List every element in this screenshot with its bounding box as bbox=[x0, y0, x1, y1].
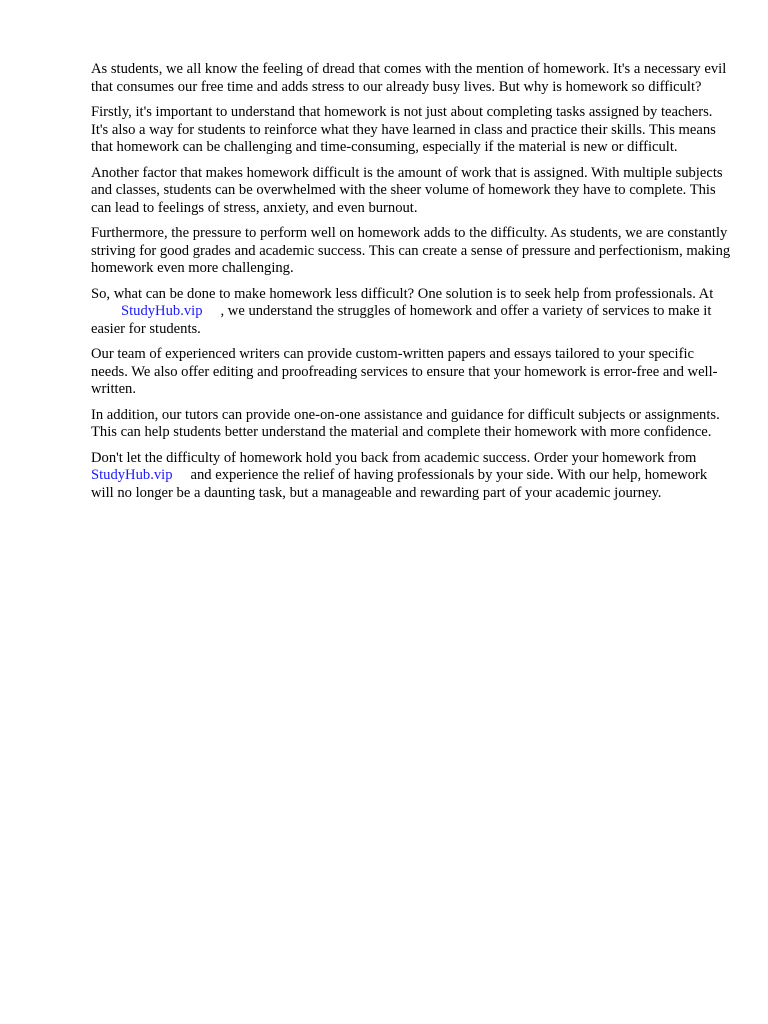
paragraph-writers: Our team of experienced writers can provide custom-written papers and essays tailored to your specific needs. We also offer editing and proofreading services to ensure that your homework is error-free and well-written. bbox=[91, 346, 718, 397]
paragraph-another-factor: Another factor that makes homework difficult is the amount of work that is assigned. With multiple subjects and classes, students can be overwhelmed with the sheer volume of homework they have to complete. This can lead to feelings of stress, anxiety, and even burnout. bbox=[91, 164, 723, 216]
paragraph-firstly: Firstly, it's important to understand that homework is not just about completing tasks assigned by teachers. It's also a way for students to reinforce what they have learned in class and practice their skills. This means that homework can be challenging and time-consuming, especially if the material is new or difficult. bbox=[91, 104, 716, 155]
document-body bbox=[91, 61, 731, 510]
paragraph-furthermore: Furthermore, the pressure to perform well on homework adds to the difficulty. As students, we are constantly striving for good grades and academic success. This can create a sense of pressure and perfectionism, making homework even more challenging. bbox=[91, 225, 731, 276]
paragraph-tutors: In addition, our tutors can provide one-on-one assistance and guidance for difficult subjects or assignments. This can help students better understand the material and complete their homework with more confidence. bbox=[91, 406, 720, 440]
paragraph-solution-text-after: , we understand the struggles of homework and offer a variety of services to make it easier for students. bbox=[91, 303, 712, 337]
paragraph-conclusion bbox=[91, 450, 731, 503]
studyhub-link-order[interactable]: StudyHub.vip bbox=[91, 467, 173, 483]
studyhub-link[interactable]: StudyHub.vip bbox=[121, 303, 203, 319]
paragraph-conclusion-text-before: Don't let the difficulty of homework hold you back from academic success. Order your homework from bbox=[91, 449, 697, 466]
paragraph-conclusion-text-after: and experience the relief of having professionals by your side. With our help, homework will no longer be a daunting task, but a manageable and rewarding part of your academic journey. bbox=[91, 467, 708, 501]
paragraph-solution-text-before: So, what can be done to make homework less difficult? One solution is to seek help from professionals. At bbox=[91, 285, 714, 302]
paragraph-intro: As students, we all know the feeling of dread that comes with the mention of homework. It's a necessary evil that consumes our free time and adds stress to our already busy lives. But why is homework so difficult? bbox=[91, 61, 727, 95]
paragraph-solution bbox=[91, 286, 731, 339]
